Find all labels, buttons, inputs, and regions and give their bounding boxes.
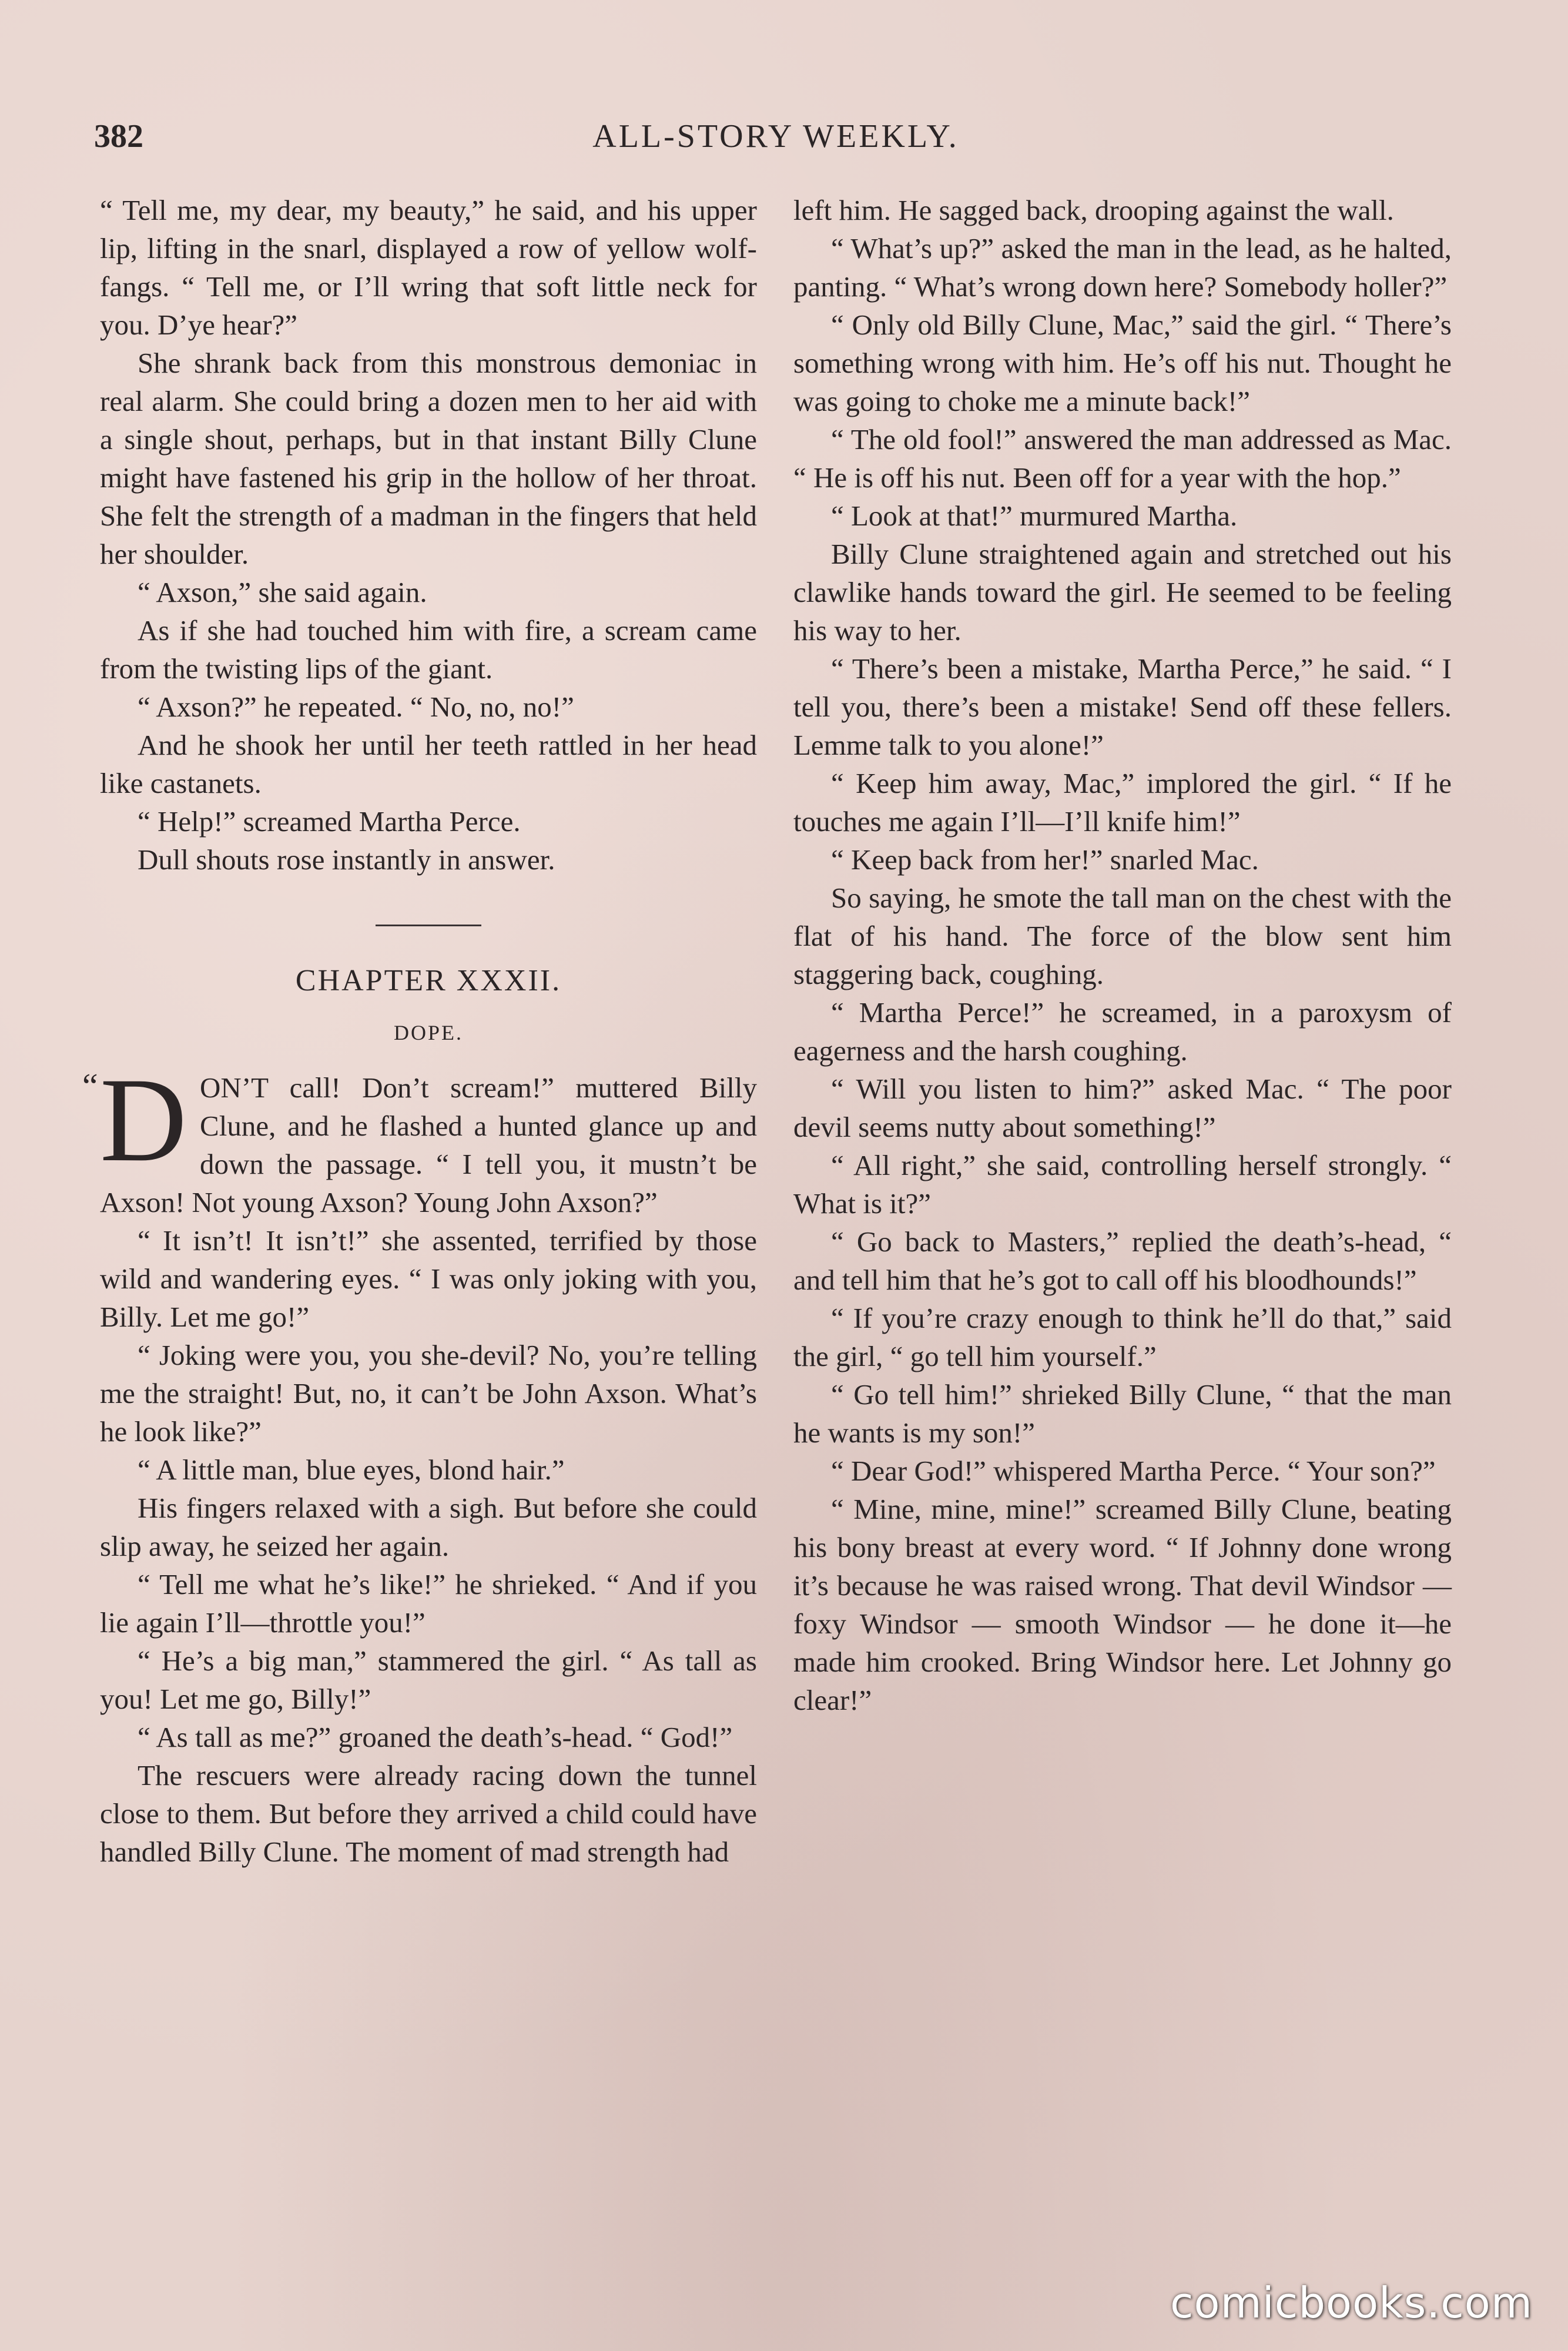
- paragraph: As if she had touched him with fire, a scream came from the twisting lips of the giant.: [100, 614, 757, 685]
- paragraph: “ Axson,” she said again.: [138, 576, 427, 608]
- chapter-title: CHAPTER XXXII.: [295, 964, 562, 997]
- paragraph: “ He’s a big man,” stammered the girl. “ As tall as you! Let me go, Billy!”: [100, 1645, 757, 1715]
- paragraph: “ Axson?” he repeated. “ No, no, no!”: [138, 691, 574, 723]
- paragraph: “ What’s up?” asked the man in the lead, as he halted, panting. “ What’s wrong down here? Somebody holler?”: [793, 232, 1452, 303]
- paragraph: “ Will you listen to him?” asked Mac. “ The poor devil seems nutty about something!”: [793, 1073, 1452, 1143]
- paragraph: “ Go tell him!” shrieked Billy Clune, “ that the man he wants is my son!”: [793, 1378, 1452, 1449]
- paragraph: “ Tell me what he’s like!” he shrieked. “ And if you lie again I’ll—throttle you!”: [100, 1568, 757, 1639]
- paragraph: “ Joking were you, you she-devil? No, you’re telling me the straight! But, no, it can’t be John Axson. What’s he look like?”: [100, 1339, 757, 1448]
- paragraph: “ Tell me, my dear, my beauty,” he said, and his upper lip, lifting in the snarl, displayed a row of yellow wolf-fangs. “ Tell me, or I’ll wring that soft little neck for you. D’ye hear?”: [100, 194, 757, 341]
- paragraph: “ If you’re crazy enough to think he’ll do that,” said the girl, “ go tell him yourself.”: [793, 1302, 1452, 1372]
- drop-cap: D: [100, 1053, 187, 1187]
- paragraph: And he shook her until her teeth rattled in her head like castanets.: [100, 729, 757, 799]
- drop-cap-continuation: ON’T call! Don’t scream!” muttered Billy Clune, and he flashed a hunted glance up and down the passage. “ I tell you, it mustn’t be Axson! Not young Axson? Young John Axson?”: [100, 1071, 757, 1218]
- paragraph: “ The old fool!” answered the man addressed as Mac. “ He is off his nut. Been off for a year with the hop.”: [793, 423, 1452, 494]
- paragraph: “ Keep him away, Mac,” implored the girl. “ If he touches me again I’ll—I’ll knife him!”: [793, 767, 1452, 838]
- site-watermark: comicbooks.com: [1170, 2278, 1533, 2327]
- paragraph: left him. He sagged back, drooping against the wall.: [793, 194, 1394, 226]
- paragraph: “ A little man, blue eyes, blond hair.”: [138, 1454, 565, 1486]
- paragraph: Dull shouts rose instantly in answer.: [138, 843, 555, 876]
- paragraph: “ It isn’t! It isn’t!” she assented, terrified by those wild and wandering eyes. “ I was only joking with you, Billy. Let me go!”: [100, 1224, 757, 1333]
- paragraph: “ All right,” she said, controlling herself strongly. “ What is it?”: [793, 1149, 1452, 1220]
- paragraph: “ Look at that!” murmured Martha.: [831, 500, 1238, 532]
- chapter-subtitle: DOPE.: [393, 1021, 463, 1044]
- running-head: ALL-STORY WEEKLY.: [592, 118, 959, 155]
- right-column: [793, 191, 1452, 1719]
- paragraph: “ Martha Perce!” he screamed, in a paroxysm of eagerness and the harsh coughing.: [793, 996, 1452, 1067]
- drop-cap-quote: “: [82, 1067, 98, 1106]
- paragraph: “ Dear God!” whispered Martha Perce. “ Your son?”: [831, 1455, 1436, 1487]
- paragraph: Billy Clune straightened again and stretched out his clawlike hands toward the girl. He seemed to be feeling his way to her.: [793, 538, 1452, 647]
- paragraph: “ Mine, mine, mine!” screamed Billy Clune, beating his bony breast at every word. “ If Johnny done wrong it’s because he was raised wrong. That devil Windsor — foxy Windsor — smooth Windsor — he done it—he made him crooked. Bring Windsor here. Let Johnny go clear!”: [793, 1493, 1452, 1716]
- left-column: [82, 191, 757, 1871]
- paragraph: The rescuers were already racing down the tunnel close to them. But before they arrived a child could have handled Billy Clune. The moment of mad strength had: [100, 1759, 757, 1868]
- section-divider: [376, 925, 481, 926]
- page-header: [94, 118, 1458, 165]
- paragraph: She shrank back from this monstrous demoniac in real alarm. She could bring a dozen men to her aid with a single shout, perhaps, but in that instant Billy Clune might have fastened his grip in the hollow of her throat. She felt the strength of a madman in the fingers that held her shoulder.: [100, 347, 757, 570]
- paragraph: “ Help!” screamed Martha Perce.: [138, 805, 521, 838]
- paragraph: So saying, he smote the tall man on the chest with the flat of his hand. The force of the blow sent him staggering back, coughing.: [793, 882, 1452, 990]
- paragraph: “ Only old Billy Clune, Mac,” said the girl. “ There’s something wrong with him. He’s off his nut. Thought he was going to choke me a minute back!”: [793, 309, 1452, 417]
- paragraph: “ Keep back from her!” snarled Mac.: [831, 843, 1259, 876]
- paragraph: His fingers relaxed with a sigh. But before she could slip away, he seized her again.: [100, 1492, 757, 1562]
- page-number: 382: [94, 118, 143, 155]
- paragraph: “ Go back to Masters,” replied the death’s-head, “ and tell him that he’s got to call off his bloodhounds!”: [793, 1225, 1452, 1296]
- paragraph: “ As tall as me?” groaned the death’s-head. “ God!”: [138, 1721, 733, 1753]
- chapter-opening-paragraph: [82, 1053, 757, 1221]
- paragraph: “ There’s been a mistake, Martha Perce,” he said. “ I tell you, there’s been a mistake! Send off these fellers. Lemme talk to you alone!”: [793, 652, 1452, 761]
